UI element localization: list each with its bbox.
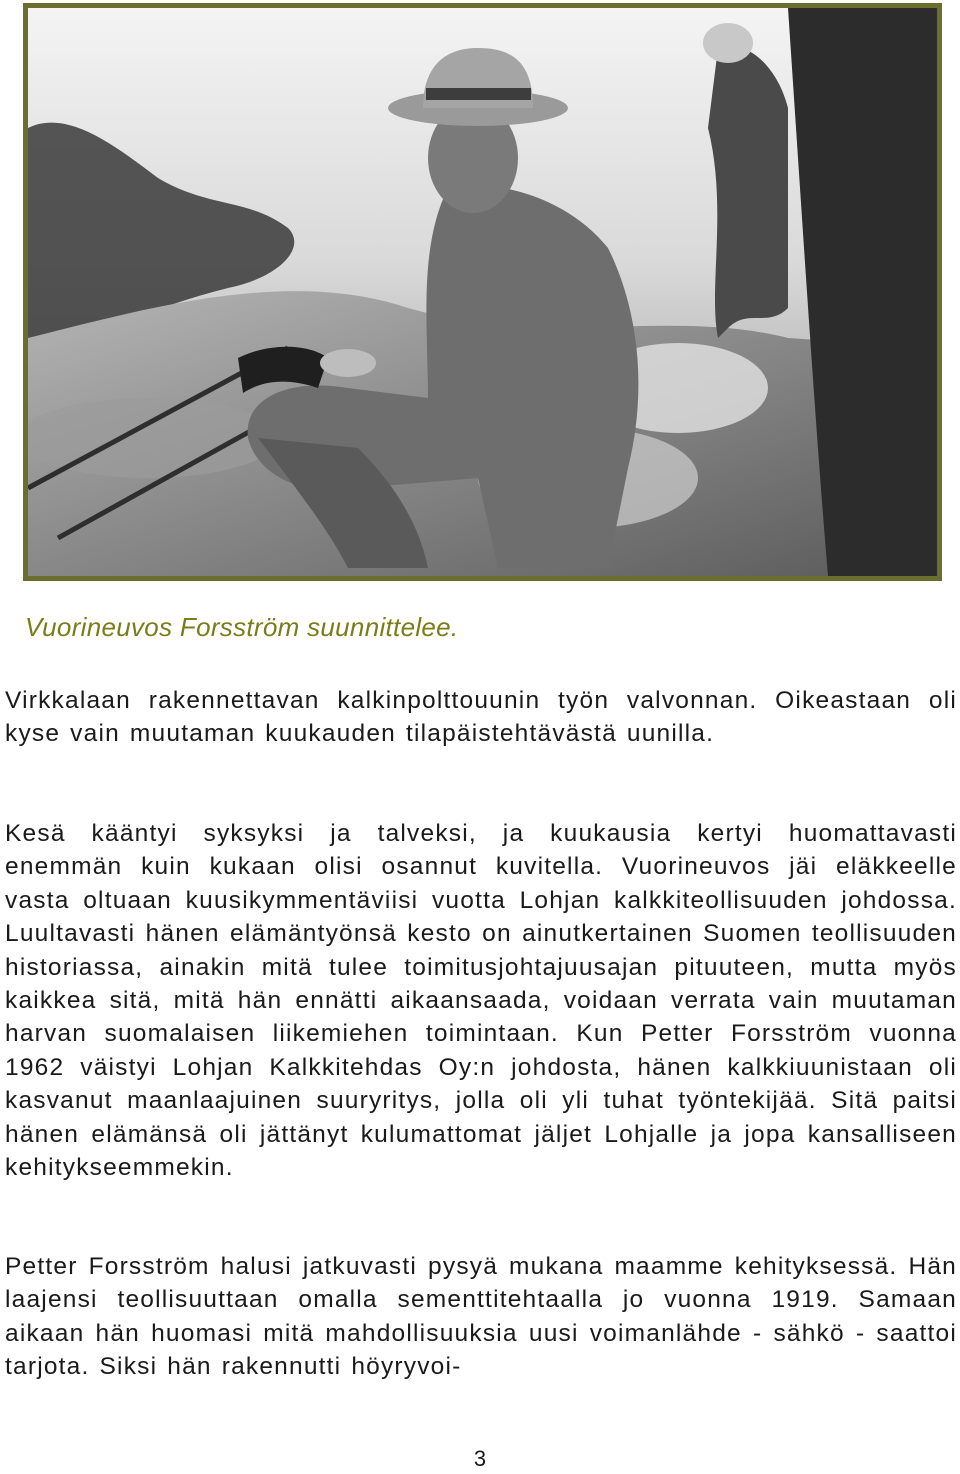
- paragraph-1: Virkkalaan rakennettavan kalkinpolttouunin työn valvonnan. Oikeastaan oli kyse vain muutaman kuukauden tilapäistehtävästä uunilla.: [5, 687, 957, 748]
- historical-photo: [28, 8, 937, 576]
- paragraph-3: Petter Forsström halusi jatkuvasti pysyä mukana maamme kehityksessä. Hän laajensi teollisuuttaan omalla sementtitehtaalla jo vuonna 1919. Samaan aikaan hän huomasi mitä mahdollisuuksia uusi voimanlähde - sähkö - saattoi tarjota. Siksi hän rakennutti höyryvoi-: [5, 1253, 957, 1381]
- photo-frame: [23, 3, 942, 581]
- page-number: 3: [473, 1446, 487, 1471]
- photo-caption: Vuorineuvos Forsström suunnittelee.: [25, 612, 459, 642]
- paragraph-2: Kesä kääntyi syksyksi ja talveksi, ja kuukausia kertyi huomattavasti enemmän kuin kukaan olisi osannut kuvitella. Vuorineuvos jäi eläkkeelle vasta oltuaan kuusikymmentäviisi vuotta Lohjan kalkkiteollisuuden johdossa. Luultavasti hänen elämäntyönsä kesto on ainutkertainen Suomen teollisuuden historiassa, ainakin mitä tulee toimitusjohtajuusajan pituuteen, mutta myös kaikkea sitä, mitä hän ennätti aikaansaada, voidaan verrata vain muutaman harvan suomalaisen liikemiehen toimintaan. Kun Petter Forsström vuonna 1962 väistyi Lohjan Kalkkitehdas Oy:n johdosta, hänen kalkkiuunistaan oli kasvanut maanlaajuinen suuryritys, jolla oli yli tuhat työntekijää. Sitä paitsi hänen elämänsä oli jättänyt kulumattomat jäljet Lohjalle ja jopa kansalliseen kehitykseemmekin.: [5, 820, 957, 1182]
